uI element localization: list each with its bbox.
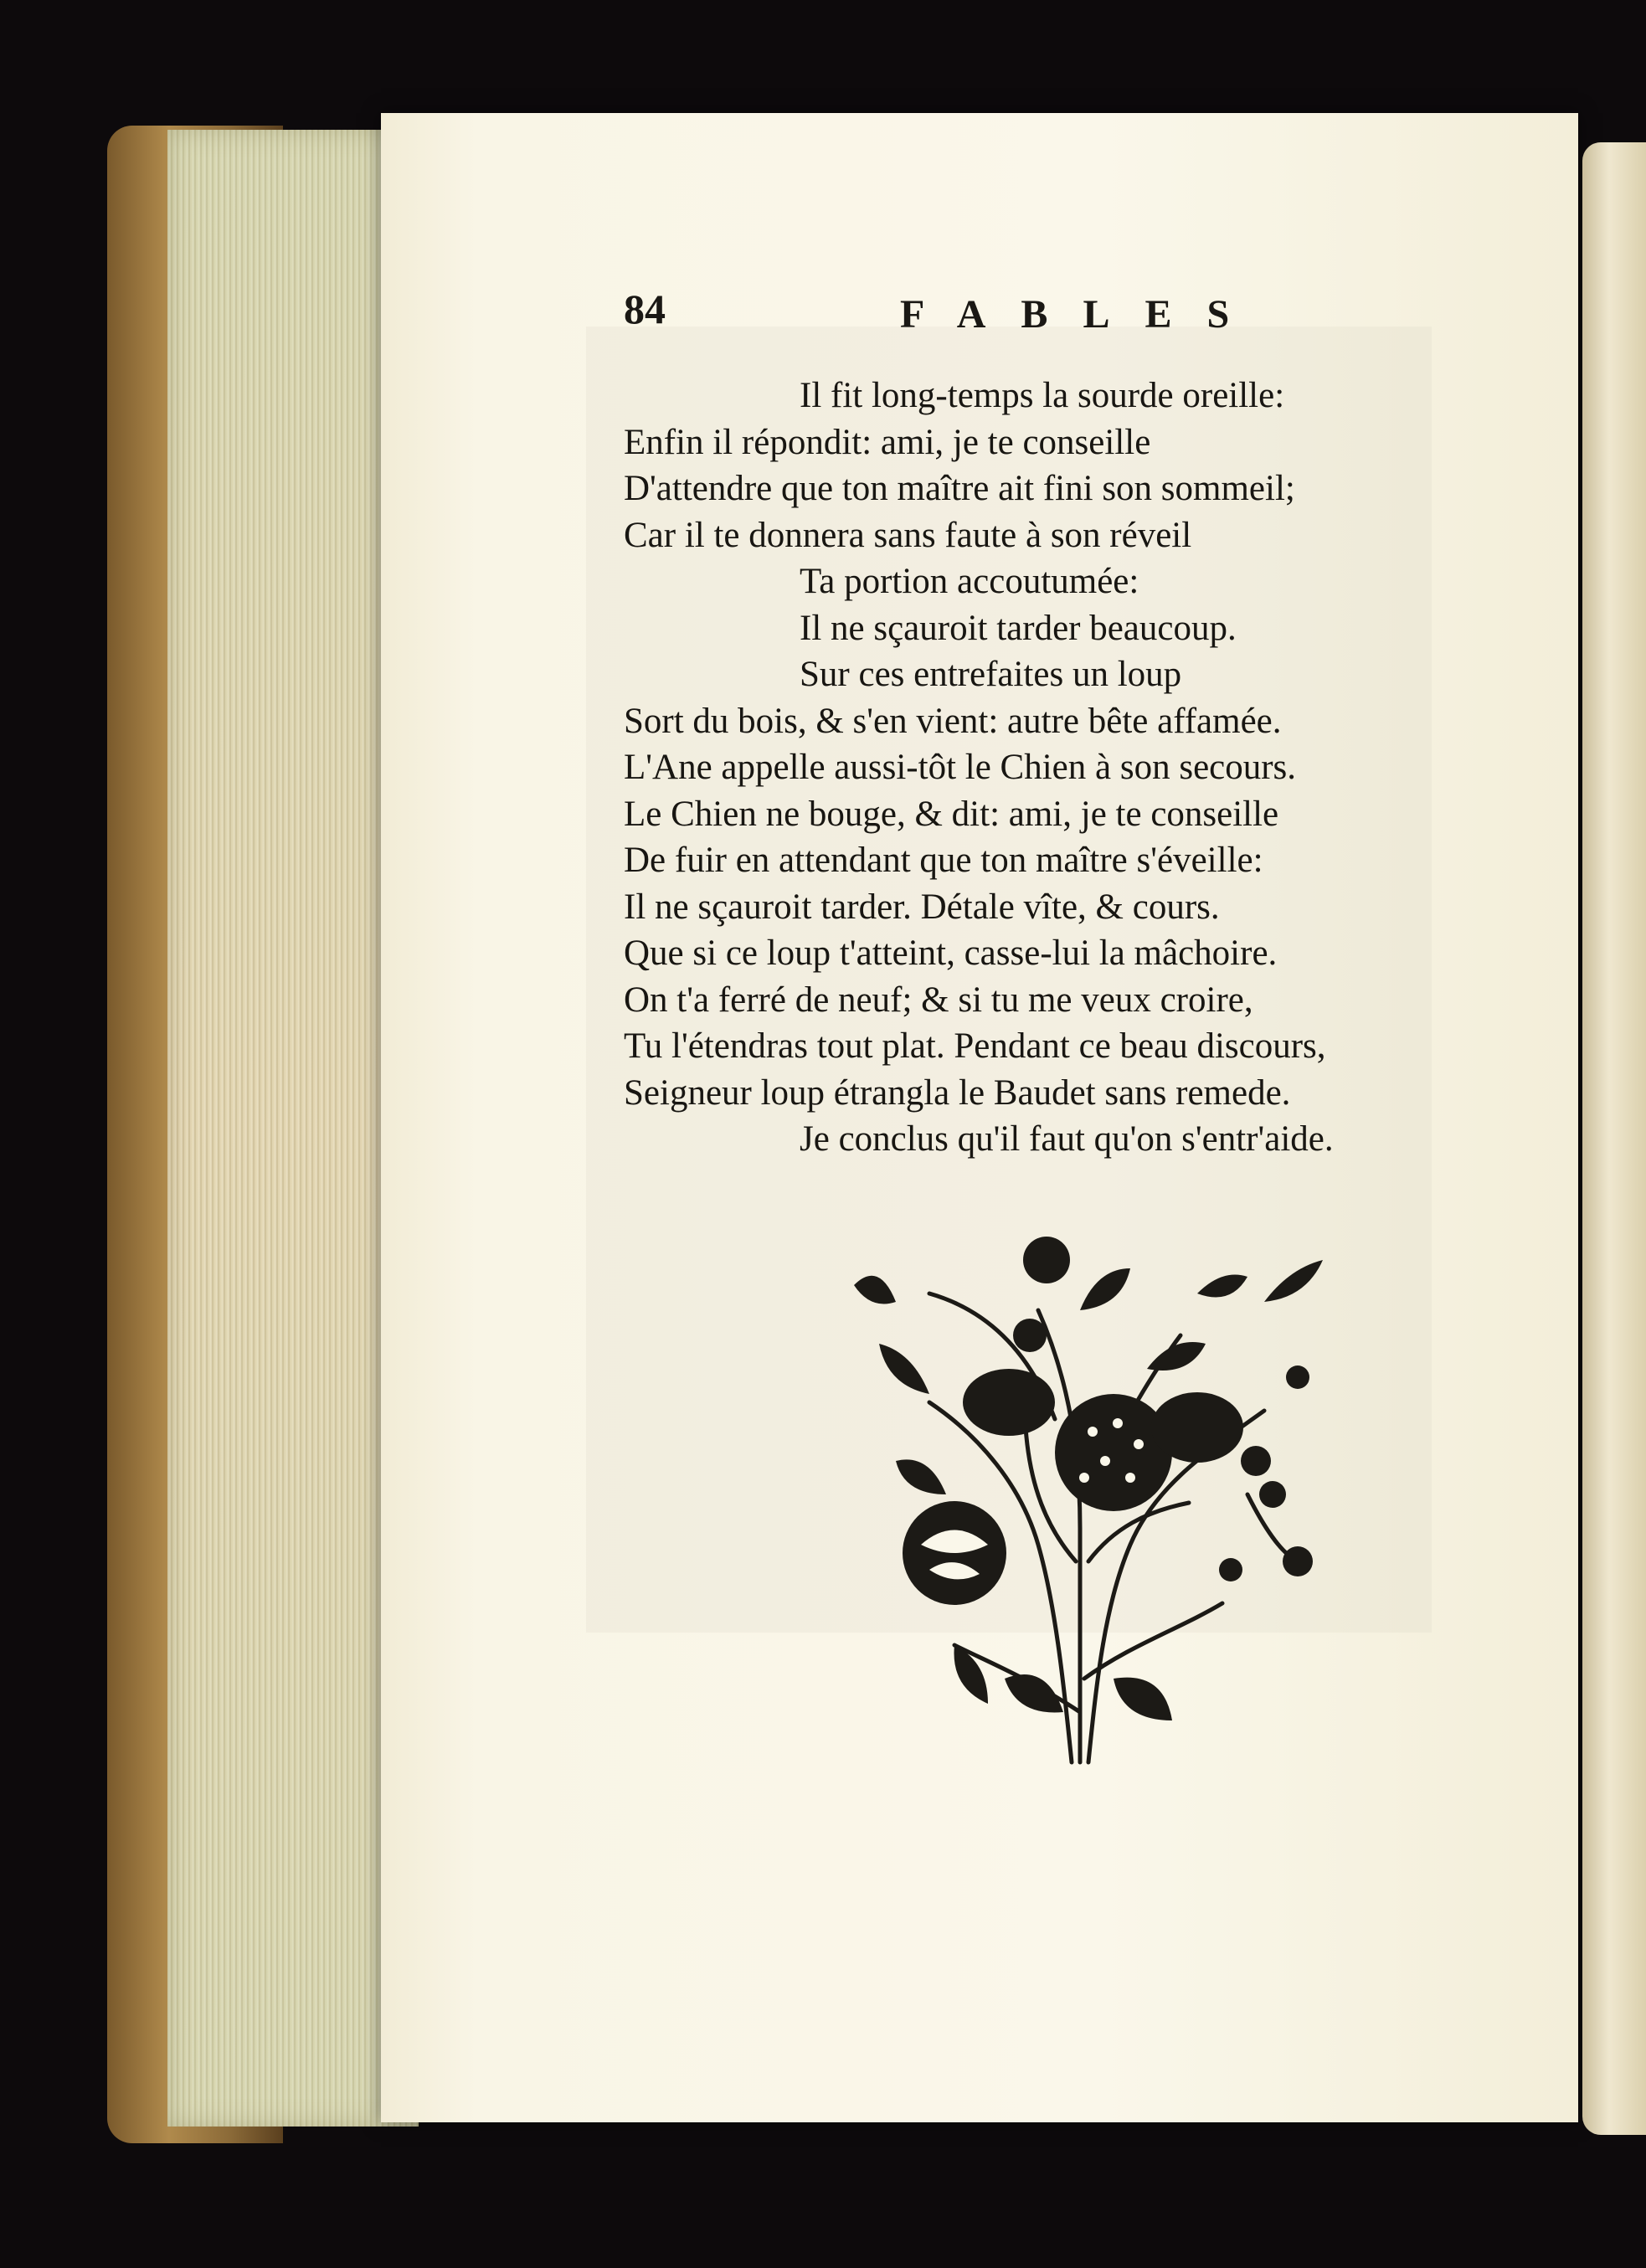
page-header [624, 285, 1265, 343]
poem-line: Enfin il répondit: ami, je te conseille [624, 422, 1151, 462]
page-number: 84 [624, 285, 666, 332]
poem-line: Que si ce loup t'atteint, casse-lui la mâchoire. [624, 933, 1278, 973]
poem-line: Sort du bois, & s'en vient: autre bête affamée. [624, 701, 1282, 741]
poem-line: L'Ane appelle aussi-tôt le Chien à son secours. [624, 748, 1297, 787]
poem-line: De fuir en attendant que ton maître s'éveille: [624, 841, 1263, 880]
poem-line: Car il te donnera sans faute à son réveil [624, 515, 1192, 555]
floral-bouquet-woodcut-icon [829, 1210, 1331, 1779]
facing-page-edge [1582, 142, 1646, 2135]
poem-line: Le Chien ne bouge, & dit: ami, je te conseille [624, 794, 1279, 834]
poem-line: Il fit long-temps la sourde oreille: [800, 376, 1285, 415]
poem-line: Tu l'étendras tout plat. Pendant ce beau discours, [624, 1026, 1326, 1066]
poem-line: Je conclus qu'il faut qu'on s'entr'aide. [800, 1119, 1334, 1159]
poem-line: Seigneur loup étrangla le Baudet sans remede. [624, 1072, 1291, 1113]
poem-line: Ta portion accoutumée: [800, 562, 1139, 601]
running-title: FABLES [900, 292, 1265, 337]
poem-line: Il ne sçauroit tarder. Détale vîte, & cours. [624, 887, 1220, 927]
poem-text [624, 373, 1478, 1163]
poem-line: Il ne sçauroit tarder beaucoup. [800, 608, 1237, 648]
poem-line: On t'a ferré de neuf; & si tu me veux croire, [624, 980, 1253, 1020]
poem-line: D'attendre que ton maître ait fini son sommeil; [624, 469, 1295, 508]
poem-line: Sur ces entrefaites un loup [800, 655, 1182, 694]
